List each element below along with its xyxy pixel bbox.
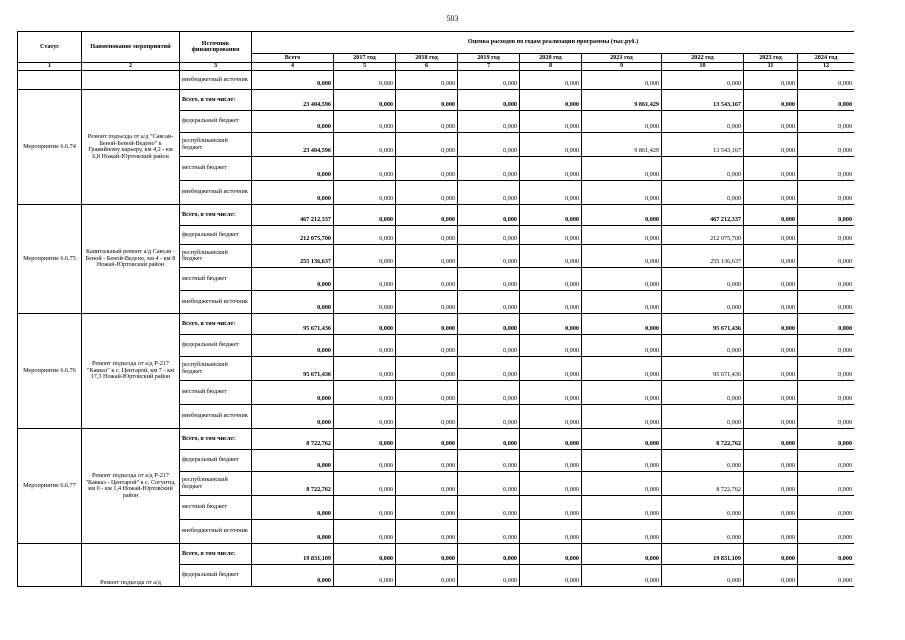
value-cell: 0,000: [744, 565, 798, 587]
value-cell: 0,000: [582, 71, 662, 90]
source-cell: Всего, в том числе:: [180, 205, 252, 226]
value-cell: 0,000: [458, 381, 520, 405]
source-cell: Всего, в том числе:: [180, 90, 252, 111]
value-cell: 0,000: [798, 205, 855, 226]
value-cell: 0,000: [334, 226, 396, 245]
table-row: [18, 71, 855, 90]
value-cell: 0,000: [744, 429, 798, 450]
value-cell: 0,000: [520, 429, 582, 450]
value-cell: 0,000: [662, 268, 744, 291]
value-cell: 0,000: [582, 496, 662, 520]
source-cell: федеральный бюджет: [180, 335, 252, 357]
value-cell: 0,000: [520, 450, 582, 472]
value-cell: 95 671,436: [662, 357, 744, 381]
column-index: 2: [82, 63, 180, 71]
value-cell: 0,000: [396, 335, 458, 357]
value-cell: 0,000: [662, 381, 744, 405]
table-row: [18, 429, 855, 450]
value-cell: 0,000: [252, 268, 334, 291]
value-cell: 0,000: [798, 405, 855, 429]
value-cell: 0,000: [334, 472, 396, 496]
value-cell: 0,000: [334, 496, 396, 520]
value-cell: 0,000: [334, 90, 396, 111]
value-cell: 0,000: [744, 157, 798, 181]
value-cell: 0,000: [458, 429, 520, 450]
column-index: 8: [520, 63, 582, 71]
header-estimate: Оценка расходов по годам реализации программы (тыс.руб.): [252, 32, 855, 54]
value-cell: 0,000: [458, 520, 520, 544]
value-cell: 0,000: [458, 71, 520, 90]
value-cell: 0,000: [744, 496, 798, 520]
value-cell: 0,000: [334, 157, 396, 181]
value-cell: 0,000: [396, 544, 458, 565]
value-cell: 0,000: [744, 181, 798, 205]
value-cell: 0,000: [458, 357, 520, 381]
value-cell: 0,000: [662, 450, 744, 472]
value-cell: 0,000: [798, 268, 855, 291]
value-cell: 0,000: [520, 90, 582, 111]
value-cell: 0,000: [582, 472, 662, 496]
value-cell: 0,000: [396, 181, 458, 205]
value-cell: 0,000: [744, 226, 798, 245]
value-cell: 0,000: [520, 335, 582, 357]
value-cell: 0,000: [396, 357, 458, 381]
value-cell: 0,000: [396, 450, 458, 472]
value-cell: 0,000: [520, 381, 582, 405]
page-number: 503: [446, 14, 459, 23]
budget-table-container: [17, 31, 854, 601]
source-cell: республиканский бюджет: [180, 133, 252, 157]
value-cell: 0,000: [520, 314, 582, 335]
source-cell: внебюджетный источник: [180, 291, 252, 314]
value-cell: 0,000: [396, 405, 458, 429]
value-cell: 0,000: [396, 71, 458, 90]
value-cell: 8 722,762: [662, 472, 744, 496]
value-cell: 0,000: [744, 357, 798, 381]
value-cell: 0,000: [662, 405, 744, 429]
value-cell: 0,000: [334, 133, 396, 157]
source-cell: республиканский бюджет: [180, 472, 252, 496]
value-cell: 0,000: [662, 291, 744, 314]
value-cell: 0,000: [582, 357, 662, 381]
value-cell: 0,000: [458, 181, 520, 205]
budget-table: [17, 31, 854, 587]
value-cell: 0,000: [520, 291, 582, 314]
value-cell: 0,000: [744, 111, 798, 133]
value-cell: 0,000: [252, 111, 334, 133]
value-cell: 0,000: [798, 429, 855, 450]
value-cell: 0,000: [458, 450, 520, 472]
value-cell: 0,000: [334, 405, 396, 429]
name-cell: Ремонт подъезда от а/д Р-217 "Кавказ - Центарой" к с. Согунты, км 0 - км 1,4 Ножай-Юртовский район: [82, 429, 180, 544]
table-row: [18, 314, 855, 335]
value-cell: 0,000: [582, 245, 662, 268]
header-name: Наименование мероприятий: [82, 32, 180, 63]
value-cell: 0,000: [458, 133, 520, 157]
value-cell: 8 722,762: [252, 429, 334, 450]
value-cell: 0,000: [396, 245, 458, 268]
source-cell: местный бюджет: [180, 157, 252, 181]
value-cell: 0,000: [520, 565, 582, 587]
value-cell: 0,000: [396, 472, 458, 496]
value-cell: 0,000: [458, 268, 520, 291]
value-cell: 0,000: [458, 544, 520, 565]
value-cell: 0,000: [582, 314, 662, 335]
value-cell: 0,000: [334, 181, 396, 205]
value-cell: 0,000: [662, 157, 744, 181]
value-cell: 9 861,429: [582, 90, 662, 111]
value-cell: 95 671,436: [252, 357, 334, 381]
value-cell: 0,000: [582, 181, 662, 205]
value-cell: 255 136,637: [252, 245, 334, 268]
value-cell: 0,000: [520, 226, 582, 245]
value-cell: 0,000: [798, 314, 855, 335]
value-cell: 0,000: [798, 133, 855, 157]
name-cell: Ремонт подъезда от а/д "Савсан-Беной-Беной-Ведено" к Гравийному карьеру, км 4,2 - км 6,8 Ножай-Юртовский район: [82, 90, 180, 205]
value-cell: 0,000: [744, 268, 798, 291]
header-year: 2018 год: [396, 54, 458, 63]
value-cell: 0,000: [458, 90, 520, 111]
table-body: [18, 71, 855, 587]
header-year: 2019 год: [458, 54, 520, 63]
source-cell: республиканский бюджет: [180, 357, 252, 381]
value-cell: 0,000: [582, 111, 662, 133]
value-cell: 0,000: [582, 450, 662, 472]
value-cell: 0,000: [396, 291, 458, 314]
header-year: 2023 год: [744, 54, 798, 63]
column-index: 3: [180, 63, 252, 71]
value-cell: 0,000: [662, 181, 744, 205]
value-cell: 0,000: [396, 111, 458, 133]
value-cell: 0,000: [252, 496, 334, 520]
value-cell: 0,000: [520, 472, 582, 496]
value-cell: 0,000: [458, 291, 520, 314]
value-cell: 0,000: [744, 314, 798, 335]
column-index: 7: [458, 63, 520, 71]
source-cell: внебюджетный источник: [180, 405, 252, 429]
column-index: 10: [662, 63, 744, 71]
value-cell: 0,000: [798, 291, 855, 314]
value-cell: 0,000: [744, 291, 798, 314]
value-cell: 0,000: [252, 565, 334, 587]
value-cell: 0,000: [798, 71, 855, 90]
value-cell: 0,000: [458, 314, 520, 335]
value-cell: 0,000: [582, 381, 662, 405]
header-year: 2022 год: [662, 54, 744, 63]
name-cell: [82, 71, 180, 90]
value-cell: 0,000: [798, 245, 855, 268]
value-cell: 0,000: [582, 335, 662, 357]
value-cell: 0,000: [396, 429, 458, 450]
column-index: 12: [798, 63, 855, 71]
status-cell: Мероприятие 6.6.74: [18, 90, 82, 205]
name-cell: Ремонт подъезда от а/д Р-217 "Кавказ" к с. Центарой, км 7 - км 17,3 Ножай-Юртовский район: [82, 314, 180, 429]
value-cell: 0,000: [334, 429, 396, 450]
value-cell: 0,000: [582, 405, 662, 429]
value-cell: 0,000: [334, 335, 396, 357]
status-cell: [18, 71, 82, 90]
status-cell: Мероприятие 6.6.75: [18, 205, 82, 314]
value-cell: 13 543,167: [662, 133, 744, 157]
value-cell: 0,000: [744, 133, 798, 157]
value-cell: 9 861,429: [582, 133, 662, 157]
header-total: Всего: [252, 54, 334, 63]
value-cell: 0,000: [334, 314, 396, 335]
header-year: 2024 год: [798, 54, 855, 63]
value-cell: 8 722,762: [662, 429, 744, 450]
value-cell: 0,000: [662, 496, 744, 520]
value-cell: 0,000: [520, 205, 582, 226]
value-cell: 95 671,436: [662, 314, 744, 335]
value-cell: 0,000: [458, 205, 520, 226]
value-cell: 0,000: [396, 381, 458, 405]
value-cell: 0,000: [252, 71, 334, 90]
value-cell: 0,000: [798, 381, 855, 405]
value-cell: 0,000: [520, 520, 582, 544]
value-cell: 0,000: [744, 205, 798, 226]
value-cell: 0,000: [396, 133, 458, 157]
status-cell: [18, 544, 82, 587]
value-cell: 0,000: [520, 405, 582, 429]
source-cell: Всего, в том числе:: [180, 544, 252, 565]
value-cell: 0,000: [396, 268, 458, 291]
value-cell: 0,000: [744, 450, 798, 472]
value-cell: 0,000: [520, 71, 582, 90]
value-cell: 0,000: [798, 357, 855, 381]
value-cell: 0,000: [582, 157, 662, 181]
value-cell: 0,000: [662, 565, 744, 587]
value-cell: 0,000: [798, 181, 855, 205]
value-cell: 0,000: [396, 520, 458, 544]
value-cell: 212 075,700: [252, 226, 334, 245]
value-cell: 0,000: [582, 429, 662, 450]
value-cell: 0,000: [334, 291, 396, 314]
value-cell: 0,000: [458, 157, 520, 181]
value-cell: 0,000: [334, 381, 396, 405]
name-cell: Капитальный ремонт а/д Савсан - Беной - Беной-Ведено, км 4 - км 8 Ножай-Юртовский район: [82, 205, 180, 314]
value-cell: 0,000: [798, 335, 855, 357]
value-cell: 467 212,337: [662, 205, 744, 226]
value-cell: 0,000: [334, 205, 396, 226]
header-year: 2020 год: [520, 54, 582, 63]
table-header: [18, 32, 855, 71]
value-cell: 0,000: [252, 291, 334, 314]
value-cell: 23 404,596: [252, 133, 334, 157]
source-cell: местный бюджет: [180, 381, 252, 405]
source-cell: федеральный бюджет: [180, 111, 252, 133]
column-index: 4: [252, 63, 334, 71]
column-index: 1: [18, 63, 82, 71]
value-cell: 0,000: [798, 157, 855, 181]
status-cell: Мероприятие 6.6.76: [18, 314, 82, 429]
value-cell: 0,000: [334, 245, 396, 268]
value-cell: 0,000: [334, 357, 396, 381]
value-cell: 0,000: [582, 291, 662, 314]
value-cell: 0,000: [458, 111, 520, 133]
value-cell: 0,000: [582, 205, 662, 226]
value-cell: 0,000: [582, 268, 662, 291]
status-cell: Мероприятие 6.6.77: [18, 429, 82, 544]
value-cell: 23 404,596: [252, 90, 334, 111]
value-cell: 467 212,337: [252, 205, 334, 226]
header-year: 2017 год: [334, 54, 396, 63]
value-cell: 0,000: [798, 226, 855, 245]
value-cell: 0,000: [798, 520, 855, 544]
value-cell: 0,000: [582, 520, 662, 544]
value-cell: 212 075,700: [662, 226, 744, 245]
value-cell: 0,000: [662, 111, 744, 133]
source-cell: федеральный бюджет: [180, 226, 252, 245]
value-cell: 0,000: [798, 472, 855, 496]
value-cell: 0,000: [798, 450, 855, 472]
header-status: Статус: [18, 32, 82, 63]
value-cell: 0,000: [252, 181, 334, 205]
value-cell: 19 831,109: [662, 544, 744, 565]
value-cell: 0,000: [396, 157, 458, 181]
table-row: [18, 544, 855, 565]
column-index: 5: [334, 63, 396, 71]
value-cell: 0,000: [458, 226, 520, 245]
value-cell: 0,000: [252, 157, 334, 181]
source-cell: республиканский бюджет: [180, 245, 252, 268]
source-cell: Всего, в том числе:: [180, 429, 252, 450]
column-index: 11: [744, 63, 798, 71]
value-cell: 0,000: [582, 544, 662, 565]
value-cell: 0,000: [252, 335, 334, 357]
value-cell: 19 831,109: [252, 544, 334, 565]
value-cell: 0,000: [744, 71, 798, 90]
value-cell: 0,000: [520, 496, 582, 520]
value-cell: 0,000: [334, 544, 396, 565]
source-cell: местный бюджет: [180, 268, 252, 291]
value-cell: 0,000: [334, 565, 396, 587]
source-cell: внебюджетный источник: [180, 71, 252, 90]
value-cell: 0,000: [334, 268, 396, 291]
column-index: 9: [582, 63, 662, 71]
value-cell: 0,000: [662, 520, 744, 544]
value-cell: 0,000: [458, 496, 520, 520]
source-cell: внебюджетный источник: [180, 181, 252, 205]
table-row: [18, 90, 855, 111]
value-cell: 0,000: [458, 405, 520, 429]
value-cell: 0,000: [744, 544, 798, 565]
source-cell: внебюджетный источник: [180, 520, 252, 544]
value-cell: 0,000: [520, 268, 582, 291]
value-cell: 0,000: [798, 111, 855, 133]
column-index: 6: [396, 63, 458, 71]
value-cell: 0,000: [520, 357, 582, 381]
value-cell: 0,000: [252, 450, 334, 472]
value-cell: 0,000: [396, 90, 458, 111]
value-cell: 0,000: [458, 245, 520, 268]
value-cell: 0,000: [334, 520, 396, 544]
source-cell: Всего, в том числе:: [180, 314, 252, 335]
value-cell: 0,000: [744, 520, 798, 544]
value-cell: 0,000: [582, 226, 662, 245]
value-cell: 0,000: [662, 71, 744, 90]
name-cell: Ремонт подъезда от а/д: [82, 544, 180, 587]
value-cell: 0,000: [798, 565, 855, 587]
value-cell: 0,000: [252, 405, 334, 429]
value-cell: 0,000: [396, 565, 458, 587]
value-cell: 0,000: [396, 205, 458, 226]
value-cell: 0,000: [520, 133, 582, 157]
value-cell: 0,000: [798, 544, 855, 565]
value-cell: 0,000: [396, 496, 458, 520]
value-cell: 0,000: [334, 450, 396, 472]
value-cell: 0,000: [520, 245, 582, 268]
value-cell: 95 671,436: [252, 314, 334, 335]
value-cell: 13 543,167: [662, 90, 744, 111]
table-row: [18, 205, 855, 226]
value-cell: 0,000: [798, 496, 855, 520]
value-cell: 0,000: [744, 472, 798, 496]
header-year: 2021 год: [582, 54, 662, 63]
value-cell: 0,000: [520, 181, 582, 205]
value-cell: 0,000: [744, 245, 798, 268]
value-cell: 0,000: [334, 111, 396, 133]
value-cell: 0,000: [396, 314, 458, 335]
source-cell: местный бюджет: [180, 496, 252, 520]
value-cell: 0,000: [334, 71, 396, 90]
value-cell: 0,000: [396, 226, 458, 245]
value-cell: 0,000: [582, 565, 662, 587]
source-cell: федеральный бюджет: [180, 565, 252, 587]
value-cell: 0,000: [744, 381, 798, 405]
value-cell: 0,000: [458, 565, 520, 587]
value-cell: 0,000: [520, 544, 582, 565]
value-cell: 0,000: [744, 335, 798, 357]
value-cell: 255 136,637: [662, 245, 744, 268]
value-cell: 0,000: [744, 405, 798, 429]
value-cell: 0,000: [744, 90, 798, 111]
value-cell: 0,000: [458, 472, 520, 496]
source-cell: федеральный бюджет: [180, 450, 252, 472]
value-cell: 0,000: [252, 520, 334, 544]
value-cell: 0,000: [662, 335, 744, 357]
value-cell: 0,000: [520, 111, 582, 133]
value-cell: 8 722,762: [252, 472, 334, 496]
value-cell: 0,000: [520, 157, 582, 181]
value-cell: 0,000: [458, 335, 520, 357]
value-cell: 0,000: [252, 381, 334, 405]
value-cell: 0,000: [798, 90, 855, 111]
header-source: Источник финансирования: [180, 32, 252, 63]
